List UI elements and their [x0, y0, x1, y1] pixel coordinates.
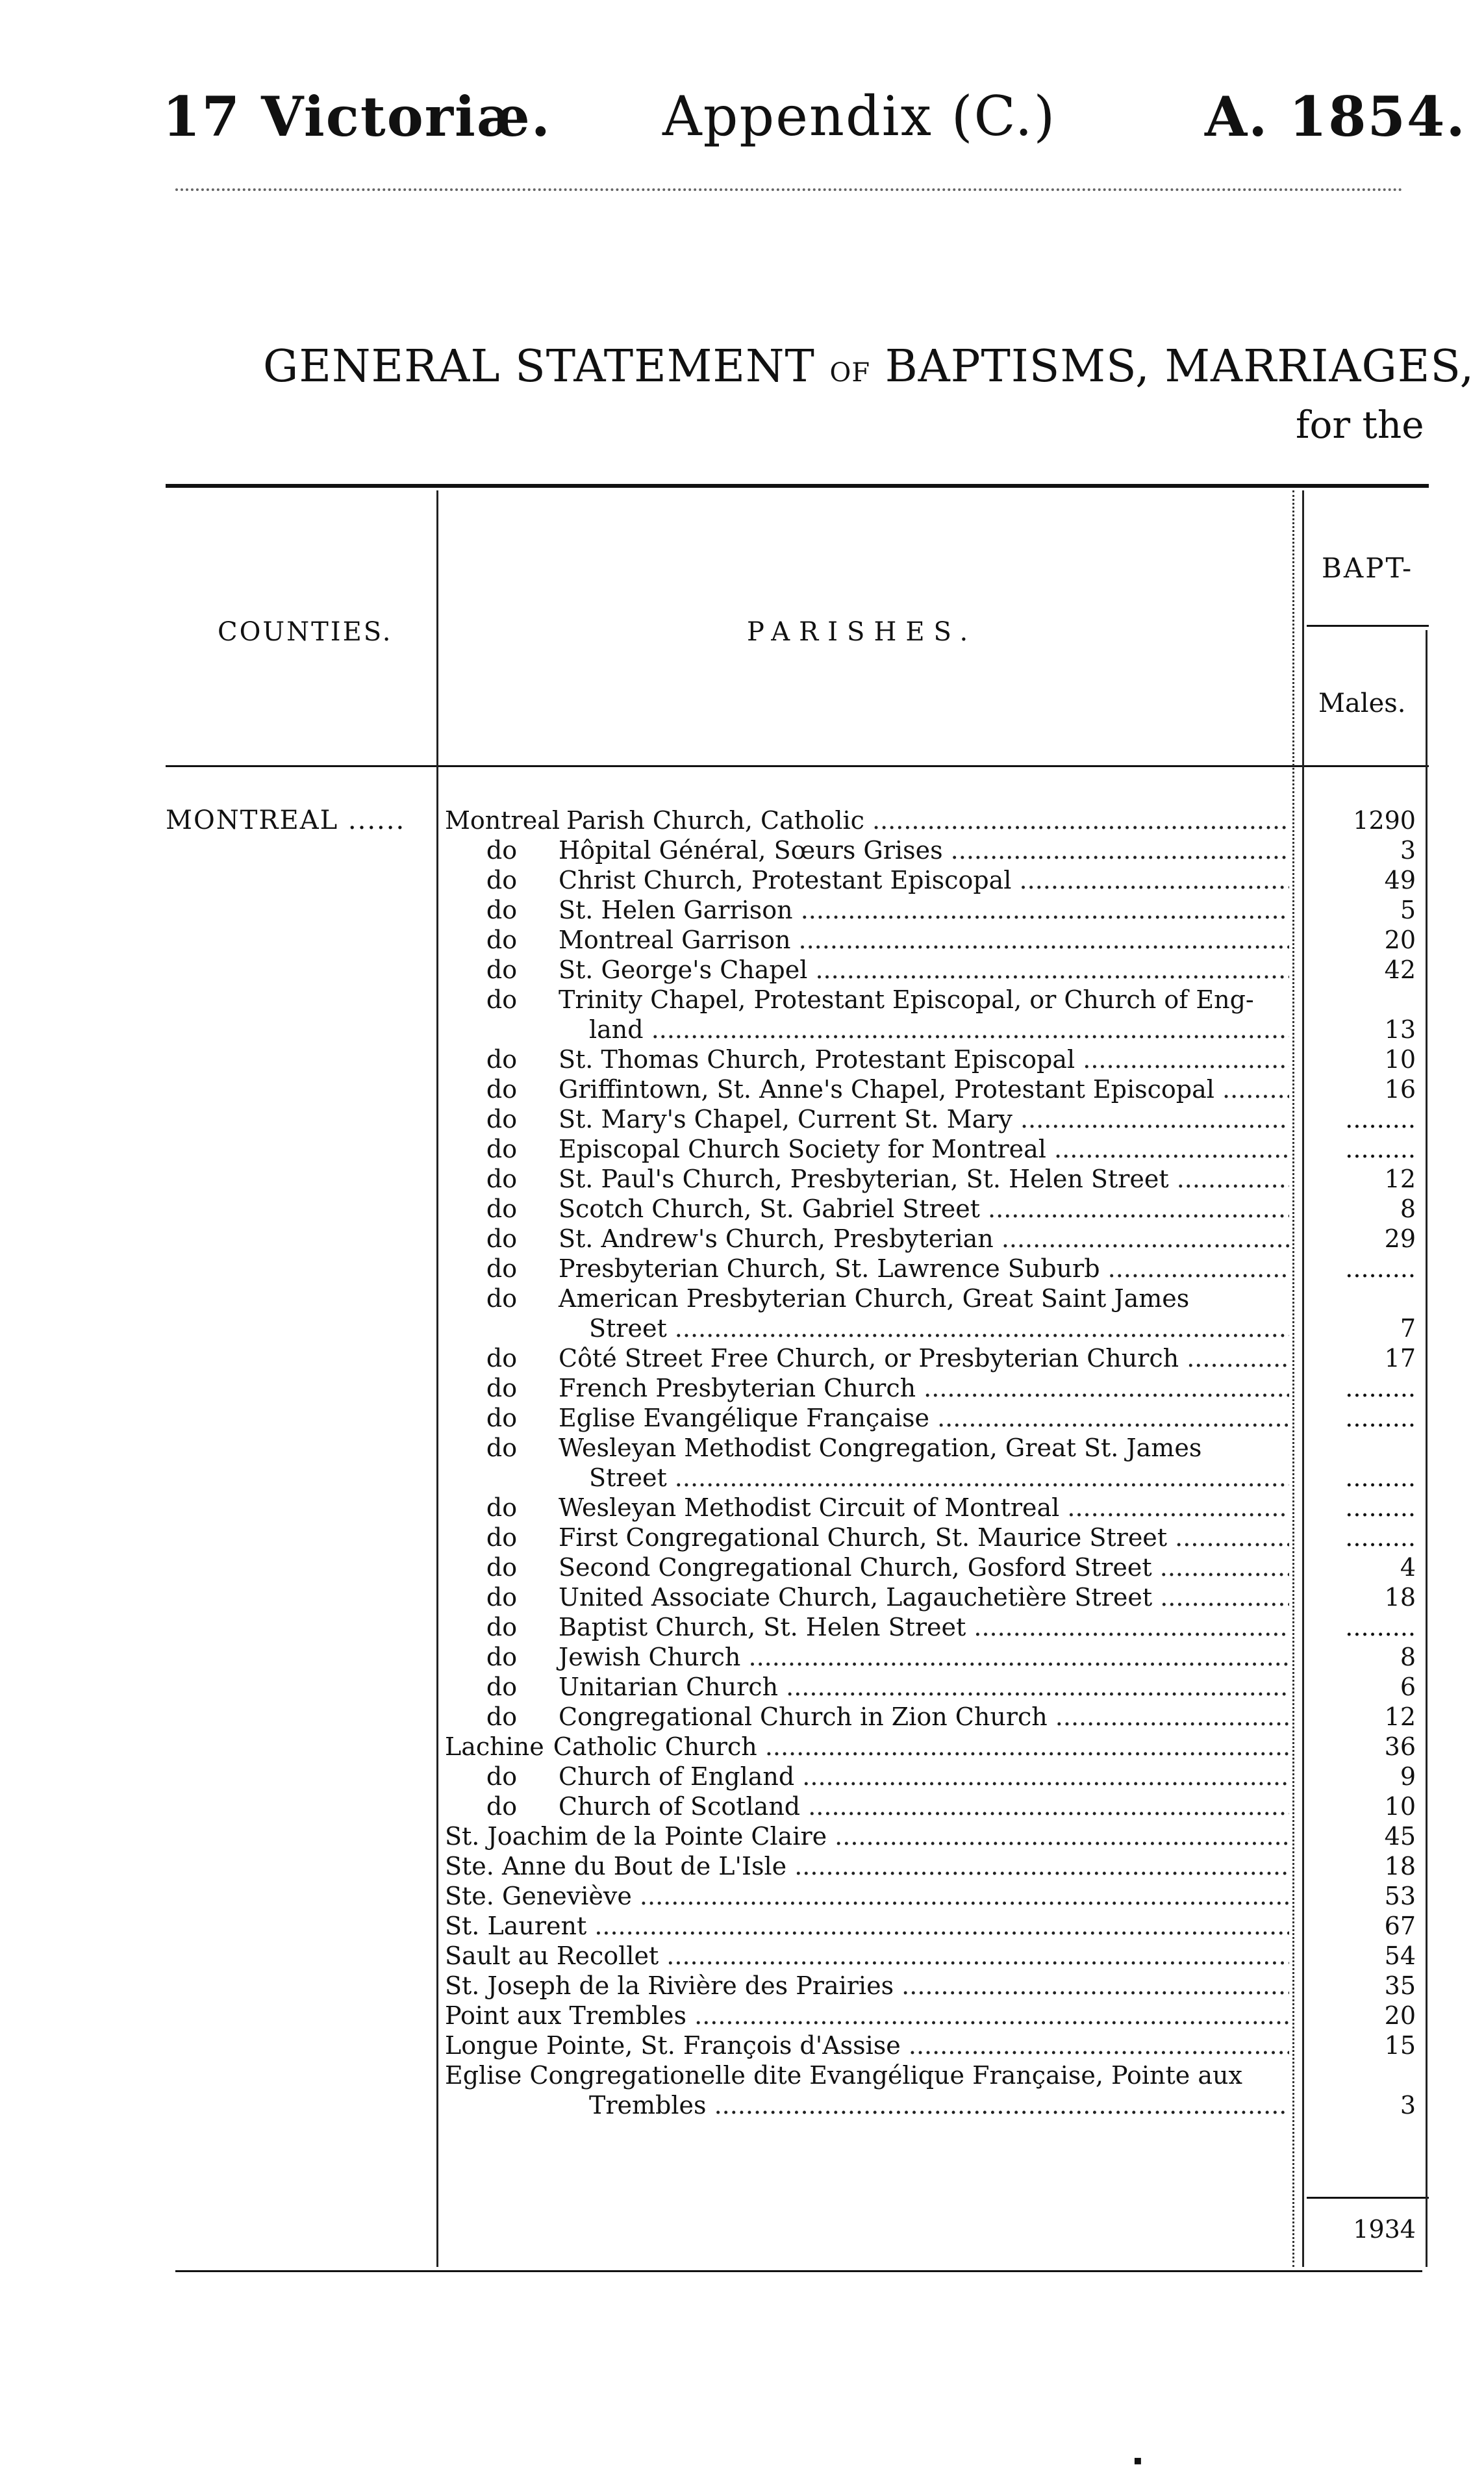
- parish-line: [445, 1403, 1289, 1433]
- parish-prefix: do: [486, 1344, 518, 1373]
- parish-name: Hôpital Général, Sœurs Grises: [559, 836, 943, 865]
- males-value: 10: [1384, 1045, 1416, 1074]
- parish-line: [445, 1433, 1289, 1463]
- bapt-subrule: [1307, 625, 1429, 627]
- parish-name: Eglise Congregationelle dite Evangélique Française, Pointe aux: [445, 2061, 1242, 2090]
- title-part2: BAPTISMS, MARRIAGES,: [885, 341, 1475, 392]
- parish-line: [445, 1134, 1289, 1164]
- males-value: 15: [1384, 2031, 1416, 2060]
- parish-line: [445, 1821, 1289, 1851]
- parish-prefix: do: [486, 1284, 518, 1313]
- parish-line: [445, 1941, 1289, 1971]
- males-value: 53: [1384, 1882, 1416, 1910]
- parish-row: [445, 1074, 1289, 1104]
- males-value: 8: [1400, 1643, 1416, 1671]
- parish-name-continued: [445, 2090, 1289, 2120]
- parish-line: [445, 1224, 1289, 1254]
- parish-line: [445, 925, 1289, 955]
- parish-prefix: do: [486, 926, 518, 954]
- counties-divider: [436, 490, 438, 2267]
- parish-line: [445, 1074, 1289, 1104]
- parish-line: [445, 1791, 1289, 1821]
- males-value: 13: [1384, 1015, 1416, 1044]
- parish-row: [445, 1732, 1289, 1762]
- parish-row: [445, 1284, 1289, 1343]
- header-appendix: Appendix (C.): [662, 84, 1057, 148]
- title-of: OF: [829, 358, 871, 388]
- total-rule: [1307, 2197, 1429, 2199]
- parish-name: Wesleyan Methodist Circuit of Montreal: [559, 1493, 1060, 1522]
- page-title: [263, 341, 1474, 392]
- parish-row: [445, 1821, 1289, 1851]
- header-session: 17 Victoriæ.: [162, 84, 552, 149]
- males-value: 20: [1384, 2001, 1416, 2030]
- parish-name: Point aux Trembles: [445, 2001, 687, 2030]
- parish-row: [445, 1642, 1289, 1672]
- parish-name: Griffintown, St. Anne's Chapel, Protestant Episcopal: [559, 1075, 1214, 1104]
- county-name: MONTREAL ......: [166, 805, 406, 835]
- parish-prefix: do: [486, 1135, 518, 1163]
- parish-row: [445, 1194, 1289, 1224]
- parish-name: St. Joachim de la Pointe Claire: [445, 1822, 827, 1851]
- males-value: [1305, 1523, 1434, 1552]
- parish-list: [445, 805, 1289, 2120]
- parish-line: [445, 1194, 1289, 1224]
- parish-row: [445, 1493, 1289, 1523]
- parish-line: [445, 2001, 1289, 2031]
- males-value: 18: [1384, 1583, 1416, 1612]
- parish-line: [445, 1971, 1289, 2001]
- parish-name: Second Congregational Church, Gosford Street: [559, 1553, 1152, 1582]
- parish-row: [445, 1612, 1289, 1642]
- males-value: 36: [1384, 1732, 1416, 1761]
- parish-row: [445, 1134, 1289, 1164]
- parish-name-cont-text: Street: [589, 1463, 667, 1492]
- parish-line: [445, 1642, 1289, 1672]
- parish-prefix: do: [486, 955, 518, 984]
- title-continuation: for the: [1296, 403, 1424, 447]
- males-value: 10: [1384, 1792, 1416, 1821]
- parish-name: Côté Street Free Church, or Presbyterian Church: [559, 1344, 1179, 1373]
- parish-name: Baptist Church, St. Helen Street: [559, 1613, 966, 1641]
- males-value: 49: [1384, 866, 1416, 894]
- parish-prefix: do: [486, 1523, 518, 1552]
- parish-prefix: do: [486, 1075, 518, 1104]
- table-top-rule: [166, 484, 1429, 488]
- parish-name-continued: [445, 1313, 1289, 1343]
- parishes-divider-right: [1302, 490, 1304, 2267]
- parish-row: [445, 1762, 1289, 1791]
- parish-line: [445, 1373, 1289, 1403]
- parish-row: [445, 2001, 1289, 2031]
- parish-name: Parish Church, Catholic: [566, 806, 864, 835]
- parish-line: [445, 1044, 1289, 1074]
- parish-prefix: do: [486, 1553, 518, 1582]
- parish-prefix: do: [486, 1254, 518, 1283]
- males-value: 3: [1400, 836, 1416, 865]
- parish-name: Presbyterian Church, St. Lawrence Suburb: [559, 1254, 1100, 1283]
- males-value: [1305, 1403, 1434, 1433]
- parish-name: First Congregational Church, St. Maurice Street: [559, 1523, 1168, 1552]
- parish-name: Ste. Anne du Bout de L'Isle: [445, 1852, 787, 1880]
- parish-line: [445, 1164, 1289, 1194]
- total-males: 1934: [1353, 2215, 1416, 2244]
- males-value: 17: [1384, 1344, 1416, 1373]
- parish-name-cont-text: land: [589, 1015, 644, 1044]
- parish-line: [445, 835, 1289, 865]
- parish-prefix: do: [486, 985, 518, 1014]
- males-values: [1305, 805, 1434, 2120]
- parish-line: [445, 2060, 1289, 2090]
- parish-name: Eglise Evangélique Française: [559, 1404, 930, 1432]
- parish-prefix: do: [486, 1673, 518, 1701]
- parish-name: Ste. Geneviève: [445, 1882, 632, 1910]
- parish-line: [445, 1672, 1289, 1702]
- parish-prefix: do: [486, 1643, 518, 1671]
- parish-name: St. George's Chapel: [559, 955, 808, 984]
- parish-prefix: do: [486, 1224, 518, 1253]
- parish-prefix: do: [486, 1702, 518, 1731]
- parish-prefix: do: [486, 836, 518, 865]
- males-value: 1290: [1353, 806, 1416, 835]
- parish-line: [445, 1911, 1289, 1941]
- parish-row: [445, 1851, 1289, 1881]
- parish-line: [445, 1343, 1289, 1373]
- parish-prefix: Lachine: [445, 1732, 544, 1761]
- parish-line: [445, 1523, 1289, 1552]
- header-divider: [175, 188, 1403, 191]
- parish-line: [445, 955, 1289, 985]
- males-value: 12: [1384, 1165, 1416, 1193]
- parish-name: Catholic Church: [553, 1732, 757, 1761]
- parish-row: [445, 2060, 1289, 2120]
- parish-name: Longue Pointe, St. François d'Assise: [445, 2031, 901, 2060]
- parish-name-cont-text: Trembles: [589, 2091, 707, 2119]
- parish-name: St. Laurent: [445, 1912, 587, 1940]
- parish-line: [445, 1762, 1289, 1791]
- parish-name: Trinity Chapel, Protestant Episcopal, or Church of Eng-: [559, 985, 1254, 1014]
- column-header-counties: COUNTIES.: [218, 617, 393, 647]
- parish-name-continued: [445, 1015, 1289, 1044]
- parish-row: [445, 1433, 1289, 1493]
- parish-prefix: do: [486, 1045, 518, 1074]
- parish-name: Scotch Church, St. Gabriel Street: [559, 1195, 980, 1223]
- parish-row: [445, 955, 1289, 985]
- males-value: 29: [1384, 1224, 1416, 1253]
- column-header-parishes: PARISHES.: [747, 617, 977, 647]
- parish-row: [445, 1911, 1289, 1941]
- parish-name: St. Paul's Church, Presbyterian, St. Helen Street: [559, 1165, 1169, 1193]
- column-header-baptisms: BAPT-: [1322, 552, 1414, 584]
- header-bottom-rule: [166, 765, 1429, 767]
- parish-prefix: do: [486, 1493, 518, 1522]
- parish-name: Christ Church, Protestant Episcopal: [559, 866, 1012, 894]
- parish-line: [445, 1851, 1289, 1881]
- parish-prefix: do: [486, 1374, 518, 1402]
- parish-name: St. Thomas Church, Protestant Episcopal: [559, 1045, 1075, 1074]
- parish-line: [445, 1702, 1289, 1732]
- parish-row: [445, 1254, 1289, 1284]
- parish-row: [445, 985, 1289, 1044]
- parish-name: Episcopal Church Society for Montreal: [559, 1135, 1046, 1163]
- parish-line: [445, 985, 1289, 1015]
- males-value: 8: [1400, 1195, 1416, 1223]
- parish-prefix: do: [486, 1105, 518, 1133]
- parish-line: [445, 1284, 1289, 1313]
- males-value: 5: [1400, 896, 1416, 924]
- males-value: 3: [1400, 2091, 1416, 2119]
- parish-name: St. Mary's Chapel, Current St. Mary: [559, 1105, 1012, 1133]
- table-bottom-rule: [175, 2270, 1422, 2272]
- parish-prefix: do: [486, 1404, 518, 1432]
- parish-line: [445, 805, 1289, 835]
- parish-row: [445, 1941, 1289, 1971]
- parish-prefix: do: [486, 1165, 518, 1193]
- parish-name: St. Helen Garrison: [559, 896, 793, 924]
- males-value: 18: [1384, 1852, 1416, 1880]
- males-value: [1305, 1612, 1434, 1642]
- parish-line: [445, 1881, 1289, 1911]
- males-value: 6: [1400, 1673, 1416, 1701]
- parish-prefix: do: [486, 896, 518, 924]
- parish-prefix: do: [486, 1613, 518, 1641]
- parish-row: [445, 1343, 1289, 1373]
- parish-row: [445, 1881, 1289, 1911]
- parish-row: [445, 925, 1289, 955]
- parish-row: [445, 1582, 1289, 1612]
- parish-line: [445, 1582, 1289, 1612]
- males-value: [1305, 1134, 1434, 1164]
- title-part1: GENERAL STATEMENT: [263, 341, 815, 392]
- parish-name: Church of England: [559, 1762, 795, 1791]
- parish-prefix: Montreal: [445, 806, 560, 835]
- parish-row: [445, 835, 1289, 865]
- parish-prefix: do: [486, 866, 518, 894]
- parish-name: Church of Scotland: [559, 1792, 801, 1821]
- parish-prefix: do: [486, 1583, 518, 1612]
- parish-row: [445, 1791, 1289, 1821]
- males-value: 67: [1384, 1912, 1416, 1940]
- parish-name: United Associate Church, Lagauchetière Street: [559, 1583, 1153, 1612]
- parish-row: [445, 805, 1289, 835]
- parish-prefix: do: [486, 1195, 518, 1223]
- parish-row: [445, 1523, 1289, 1552]
- page-mark: ▪: [1133, 2452, 1142, 2468]
- parish-row: [445, 895, 1289, 925]
- parish-row: [445, 1552, 1289, 1582]
- males-value: 42: [1384, 955, 1416, 984]
- parish-name-continued: [445, 1463, 1289, 1493]
- parish-row: [445, 865, 1289, 895]
- males-value: [1305, 1254, 1434, 1284]
- parish-row: [445, 1164, 1289, 1194]
- parishes-divider-left: [1292, 490, 1294, 2267]
- parish-prefix: do: [486, 1434, 518, 1462]
- parish-line: [445, 1732, 1289, 1762]
- parish-row: [445, 1672, 1289, 1702]
- parish-row: [445, 1403, 1289, 1433]
- males-value: [1305, 1104, 1434, 1134]
- parish-name: St. Joseph de la Rivière des Prairies: [445, 1971, 894, 2000]
- parish-line: [445, 1104, 1289, 1134]
- parish-name: St. Andrew's Church, Presbyterian: [559, 1224, 994, 1253]
- parish-name: Jewish Church: [559, 1643, 741, 1671]
- parish-name: Sault au Recollet: [445, 1942, 659, 1970]
- males-value: 20: [1384, 926, 1416, 954]
- males-value: 35: [1384, 1971, 1416, 2000]
- parish-line: [445, 1493, 1289, 1523]
- parish-name: French Presbyterian Church: [559, 1374, 916, 1402]
- parish-name: Wesleyan Methodist Congregation, Great St. James: [559, 1434, 1202, 1462]
- males-value: [1305, 1433, 1434, 1493]
- parish-prefix: do: [486, 1792, 518, 1821]
- parish-row: [445, 1971, 1289, 2001]
- parish-row: [445, 1373, 1289, 1403]
- males-value: 54: [1384, 1942, 1416, 1970]
- parish-name-cont-text: Street: [589, 1314, 667, 1343]
- parish-line: [445, 1612, 1289, 1642]
- parish-line: [445, 1552, 1289, 1582]
- parish-row: [445, 1104, 1289, 1134]
- males-value: 12: [1384, 1702, 1416, 1731]
- parish-prefix: do: [486, 1762, 518, 1791]
- parish-row: [445, 1044, 1289, 1074]
- parish-name: Unitarian Church: [559, 1673, 779, 1701]
- parish-line: [445, 1254, 1289, 1284]
- males-value: 4: [1400, 1553, 1416, 1582]
- parish-name: Congregational Church in Zion Church: [559, 1702, 1048, 1731]
- males-value: 9: [1400, 1762, 1416, 1791]
- parish-line: [445, 895, 1289, 925]
- parish-line: [445, 865, 1289, 895]
- males-value: [1305, 1493, 1434, 1523]
- parish-row: [445, 2031, 1289, 2060]
- header-year: A. 1854.: [1205, 84, 1466, 149]
- males-value: [1305, 1373, 1434, 1403]
- males-value: 45: [1384, 1822, 1416, 1851]
- parish-row: [445, 1224, 1289, 1254]
- parish-line: [445, 2031, 1289, 2060]
- column-header-males: Males.: [1318, 689, 1406, 718]
- parish-row: [445, 1702, 1289, 1732]
- parish-name: Montreal Garrison: [559, 926, 791, 954]
- parish-name: American Presbyterian Church, Great Saint James: [559, 1284, 1190, 1313]
- males-value: 16: [1384, 1075, 1416, 1104]
- males-value: 7: [1400, 1314, 1416, 1343]
